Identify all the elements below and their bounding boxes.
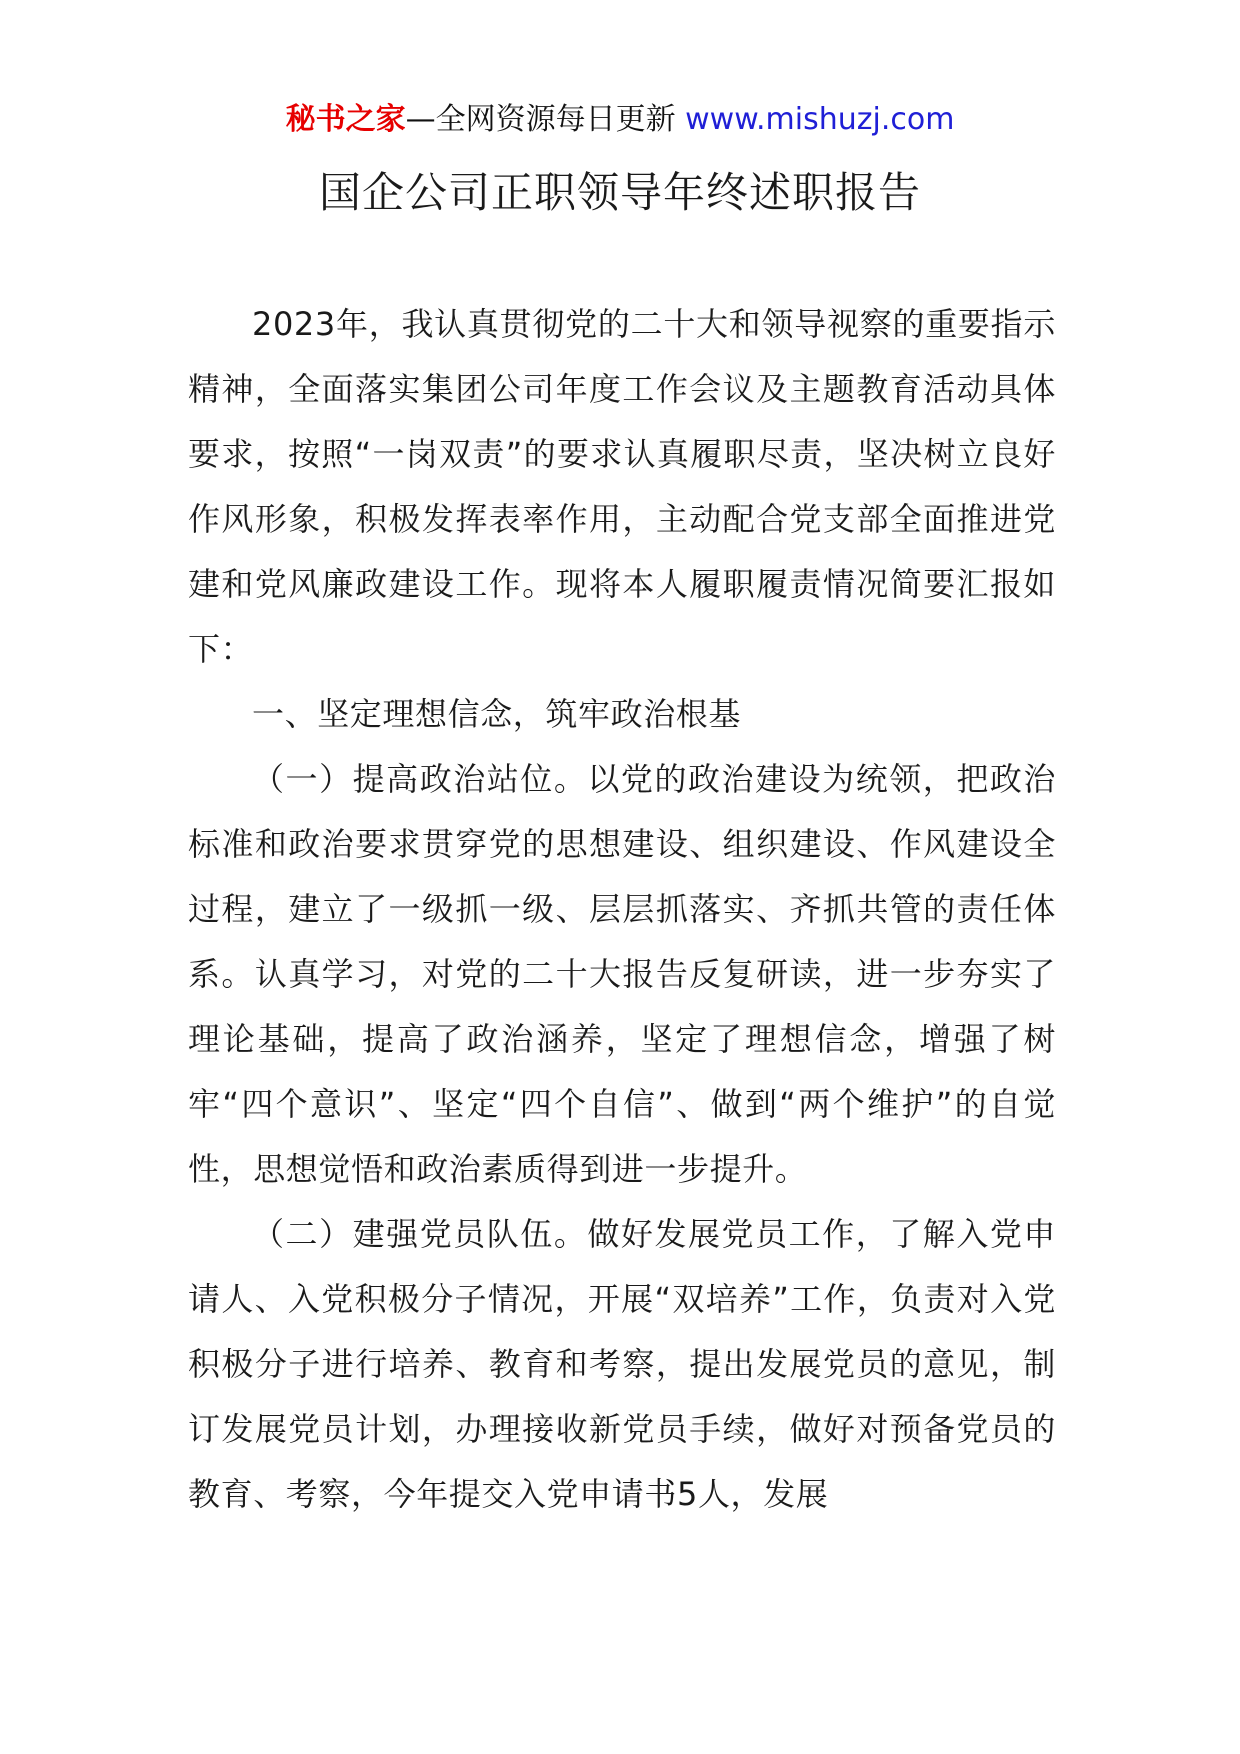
site-banner — [0, 100, 1240, 140]
paragraph-political-standing: （一）提高政治站位。以党的政治建设为统领，把政治标准和政治要求贯穿党的思想建设、组织建设、作风建设全过程，建立了一级抓一级、层层抓落实、齐抓共管的责任体系。认真学习，对党的二十大报告反复研读，进一步夯实了理论基础，提高了政治涵养，坚定了理想信念，增强了树牢“四个意识”、坚定“四个自信”、做到“两个维护”的自觉性，思想觉悟和政治素质得到进一步提升。 — [188, 760, 1056, 1188]
section-heading-1: 一、坚定理想信念，筑牢政治根基 — [252, 695, 742, 733]
site-url-link[interactable]: www.mishuzj.com — [685, 102, 955, 137]
paragraph-party-members: （二）建强党员队伍。做好发展党员工作，了解入党申请人、入党积极分子情况，开展“双培养”工作，负责对入党积极分子进行培养、教育和考察，提出发展党员的意见，制订发展党员计划，办理接收新党员手续，做好对预备党员的教育、考察，今年提交入党申请书5人，发展 — [188, 1215, 1056, 1513]
document-title: 国企公司正职领导年终述职报告 — [318, 168, 921, 217]
brand-name: 秘书之家 — [285, 102, 406, 137]
paragraph-intro: 2023年，我认真贯彻党的二十大和领导视察的重要指示精神，全面落实集团公司年度工作会议及主题教育活动具体要求，按照“一岗双责”的要求认真履职尽责，坚决树立良好作风形象，积极发挥表率作用，主动配合党支部全面推进党建和党风廉政建设工作。现将本人履职履责情况简要汇报如下： — [188, 305, 1056, 668]
document-body — [188, 292, 1056, 1527]
banner-tagline: —全网资源每日更新 — [405, 102, 686, 137]
